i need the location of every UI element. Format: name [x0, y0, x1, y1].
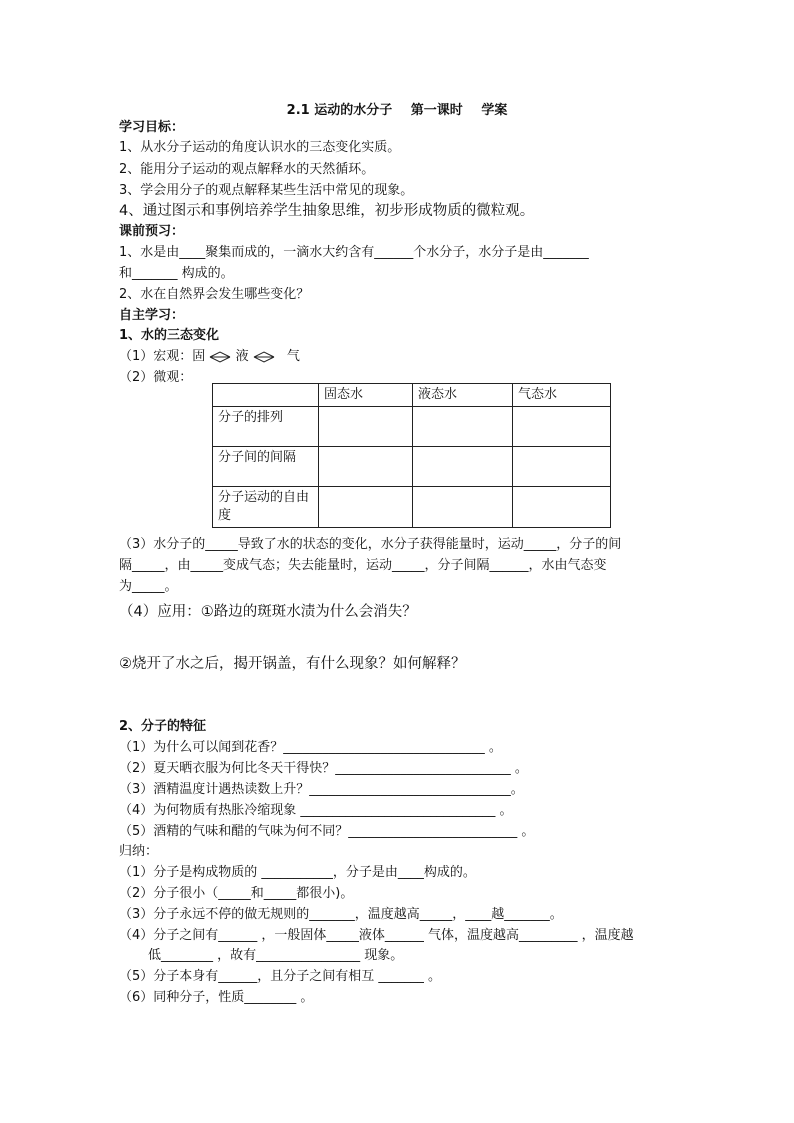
question-3a: （3）水分子的_____导致了水的状态的变化，水分子获得能量时，运动_____，分子的间 — [119, 537, 622, 552]
question-3c: 为_____。 — [119, 579, 178, 594]
answer-cell[interactable] — [513, 447, 611, 487]
answer-cell[interactable] — [413, 447, 513, 487]
self-study-heading: 自主学习： — [119, 308, 185, 323]
answer-cell[interactable] — [413, 407, 513, 447]
answer-cell[interactable] — [319, 407, 413, 447]
summary-item-3: （3）分子永远不停的做无规则的_______，温度越高_____，____越_______。 — [119, 907, 563, 922]
goal-item-4: 4、通过图示和事例培养学生抽象思维，初步形成物质的微粒观。 — [119, 203, 535, 219]
summary-item-1: （1）分子是构成物质的 ___________，分子是由____构成的。 — [119, 865, 476, 880]
page-title — [0, 99, 794, 118]
macro-line — [119, 348, 300, 366]
question-3b: 隔_____，由_____变成气态；失去能量时，运动_____，分子间隔______，水由气态变 — [119, 558, 607, 573]
title-main: 2.1 运动的水分子 — [286, 103, 393, 118]
table-header-row — [213, 384, 611, 407]
summary-item-5: （5）分子本身有______，且分子之间有相互 _______ 。 — [119, 969, 442, 984]
goal-item-3: 3、学会用分子的观点解释某些生活中常见的现象。 — [119, 183, 414, 198]
features-heading: 2、分子的特征 — [119, 719, 207, 734]
row-label-arrangement: 分子的排列 — [213, 407, 319, 447]
preview-question-1b: 和_______ 构成的。 — [119, 266, 234, 281]
summary-item-4b: 低________ ，故有________________ 现象。 — [148, 948, 404, 963]
feature-question-1: （1）为什么可以闻到花香？_______________________________ 。 — [119, 740, 502, 755]
question-4a: （4）应用：①路边的斑斑水渍为什么会消失？ — [119, 604, 417, 620]
macro-gas: 气 — [286, 349, 300, 364]
summary-item-4a: （4）分子之间有______ ，一般固体_____液体______ 气体，温度越高_________ ，温度越 — [119, 928, 634, 943]
three-states-table — [212, 383, 611, 528]
question-4b: ②烧开了水之后，揭开锅盖，有什么现象？如何解释？ — [119, 656, 466, 672]
summary-heading: 归纳： — [119, 844, 159, 859]
row-label-freedom: 分子运动的自由度 — [213, 487, 319, 528]
table-header-liquid: 液态水 — [413, 384, 513, 407]
feature-question-2: （2）夏天晒衣服为何比冬天干得快？___________________________ 。 — [119, 761, 528, 776]
answer-cell[interactable] — [319, 447, 413, 487]
title-type: 学案 — [481, 103, 508, 118]
answer-cell[interactable] — [413, 487, 513, 528]
answer-cell[interactable] — [513, 487, 611, 528]
goal-item-2: 2、能用分子运动的观点解释水的天然循环。 — [119, 162, 375, 177]
micro-label: （2）微观： — [119, 370, 193, 385]
macro-solid: 固 — [192, 349, 206, 364]
answer-cell[interactable] — [513, 407, 611, 447]
table-row — [213, 407, 611, 447]
feature-question-4: （4）为何物质有热胀冷缩现象 ______________________________ 。 — [119, 803, 513, 818]
double-arrow-icon — [209, 351, 231, 363]
table-header-empty — [213, 384, 319, 407]
answer-cell[interactable] — [319, 487, 413, 528]
table-header-gas: 气态水 — [513, 384, 611, 407]
feature-question-5: （5）酒精的气味和醋的气味为何不同？__________________________ 。 — [119, 824, 535, 839]
table-row — [213, 487, 611, 528]
row-label-spacing: 分子间的间隔 — [213, 447, 319, 487]
goals-heading: 学习目标： — [119, 120, 185, 135]
macro-liquid: 液 — [235, 349, 249, 364]
table-header-solid: 固态水 — [319, 384, 413, 407]
summary-item-6: （6）同种分子，性质________ 。 — [119, 990, 314, 1005]
macro-label: （1）宏观： — [119, 349, 193, 364]
feature-question-3: （3）酒精温度计遇热读数上升？_______________________________。 — [119, 782, 524, 797]
preview-question-2: 2、水在自然界会发生哪些变化？ — [119, 287, 310, 302]
title-lesson: 第一课时 — [410, 103, 463, 118]
goal-item-1: 1、从水分子运动的角度认识水的三态变化实质。 — [119, 140, 401, 155]
section-three-states: 1、水的三态变化 — [119, 328, 220, 343]
preview-heading: 课前预习： — [119, 224, 185, 239]
table-row — [213, 447, 611, 487]
preview-question-1a: 1、水是由____聚集而成的，一滴水大约含有______个水分子，水分子是由_______ — [119, 245, 589, 260]
double-arrow-icon — [253, 351, 275, 363]
summary-item-2: （2）分子很小（_____和_____都很小)。 — [119, 886, 354, 901]
